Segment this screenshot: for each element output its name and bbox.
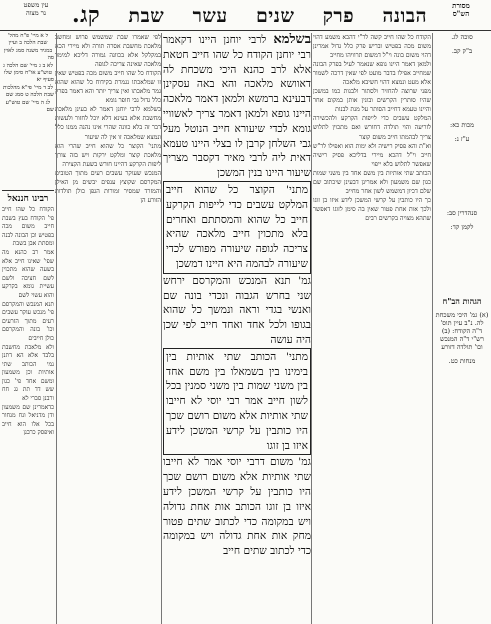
chananel-paragraph: כדאמרינן שם משמעון ודן מדניאל ונח מנחור בכל אלו הוא חייב ואיפסק כרבנן bbox=[2, 403, 54, 437]
chapter-title bbox=[72, 3, 427, 28]
rashi-paragraph: הקודח כל שהו חייב משום מכה בפטיש שאין זו שמלאכתו נגמרת בקידוח כל שהוא שהוא גמר מלאכתו ואין צריך יותר והא דאמר בפרק כלל גדול גבי חופר גומא bbox=[55, 70, 161, 105]
margin-ref: מכות כא: bbox=[450, 121, 474, 129]
mesoret-hashas-column bbox=[435, 33, 489, 624]
rashi-paragraph: בשלמא לרבי יוחנן דאמר לא בעינן מלאכת מחשבת אלא בעינא דלא יוכל לחזור ולעשות דבר זה בלא כוונה שהרי אינו נהנה ממנו כלל ונמצא שמלאכה זו אין לה שיעור bbox=[55, 106, 161, 141]
margin-ref: סוכה לג. bbox=[451, 33, 473, 41]
tosafot-paragraph: המלקט עשבים כדי לייפות הקרקע ולהכשירה לזריעה והוי תולדה דחורש ואם מתכוין לתלוש צריך לבהמתו חייב משום קוצר bbox=[313, 115, 431, 141]
tosafot-paragraph: ולמאן דאמר היינו גופא שנאמר לעיל בפרק הבונה שמחייב אפילו בדבר מועט לפי שאין דרכה לשמור אלא מעט ונמצא דהוי חשיבא מלאכה bbox=[313, 61, 431, 87]
ein-mishpat-header: עין משפט נר מצוה bbox=[23, 1, 49, 17]
chananel-paragraph: אמר רב כהנא מה שפי' שאינו חייב אלא בשעה שהוא מתכוין לשם חציבה ולשם עשיית גומא בקרקע והוא עשוי לשם bbox=[2, 248, 54, 299]
chananel-paragraph: הקודח כל שהו חייב פי' הקודח בעץ בשבת חייב משום מכה בפטיש וכן הבונה לבנה ומסתת אבן בשבת bbox=[2, 206, 54, 248]
title-word: פרק bbox=[322, 5, 355, 27]
ein-mishpat-note: לג ה מיי' שם טוש"ע שם bbox=[5, 99, 54, 114]
ein-mishpat-column bbox=[2, 33, 54, 183]
mishnah-block: מתני' הקוצר כל שהוא חייב המלקט עשבים כדי לייפות הקרקע חייב כל שהוא והמסתתם ואחרים בלא מתכוין חייב מלאכה שהיא צריכה לגופה שיעורה מפורש לכדי שיעורה לבהמה היא היינו דמשכן bbox=[163, 181, 311, 274]
lead-word: בשלמא bbox=[273, 33, 311, 47]
tosafot-paragraph: הכותב שתי אותיות בין משם אחד בין משני שמות כגון שם משמעון ולא אמרינן דבעינן שיכתוב שם שלם דכיון דמשמש לשון אחר מחייב bbox=[313, 169, 431, 195]
gemara-paragraph: גמ' משום דרבי יוסי אמר לא חייבו שתי אותיות אלא משום רושם שכך היו כותבין על קרשי המשכן לידע איזו בן זוגו הכותב אות אחת גדולה ויש במקומה כדי לכתוב שתים פטור מחק אות אחת גדולה ויש במקומה כדי לכתוב שתים חייב bbox=[163, 456, 311, 558]
gemara-paragraph: לרבי יוחנן היינו דקאמר רבי יוחנן הקודח כל שהו חייב חטאת אלא לרב כהנא היכי משכחת לה דאוושא מלאכה והא באה עסקינן דבעינא ברמשא ולמאן דאמר מלאכה היינו גופא ולמאן דאמר צריך לאשוויי גומא לכדי שיעורא חייב הנוטל מעל גבי השלחן קרבן לו בצלי היינו טעמא דאית ליה לרבי מאיר דקסבר מצריך שיעור היינו בנין המשכן bbox=[163, 34, 311, 180]
title-word: שבת bbox=[128, 5, 165, 27]
margin-ref: מנחות כט. bbox=[448, 357, 476, 365]
gemara-paragraph: גמ' תנא המנכש והמקרסם ירחש שני בחרש הגבוה ונכדי בונה שם ואנשי בגדי וראה ונמשך כל שהוא בגופו ולכל אחד ואחד חייב לפי שכן היה עושה bbox=[163, 274, 311, 346]
hagahot-label: הגהות הב"ח bbox=[442, 296, 482, 306]
title-word: הבונה bbox=[382, 5, 427, 27]
rashi-column bbox=[55, 33, 161, 624]
rashi-paragraph: המנכש שעוקר עשבים רעים מתוך הטובים המקרסם שקוצץ ענפים יבשים מן האילן והמזרד שמסיר זמורות הגפן כולן תולדות הזורע הן bbox=[55, 169, 161, 204]
mesoret-hashas-header: מסורת הש"ס bbox=[452, 1, 470, 18]
column-divider bbox=[311, 33, 312, 624]
column-divider bbox=[161, 33, 162, 624]
title-word: עשר bbox=[192, 5, 228, 27]
rashi-paragraph: מתני' הקוצר כל שהוא חייב שהרי הוא מלאכת קוצר ומלקט ירקות ויש בזה צורך ליפות הקרקע דהיינו חורש בשעת הקצירה bbox=[55, 142, 161, 168]
page-header bbox=[0, 0, 491, 31]
tosafot-paragraph: כך היו כותבין על קרשי המשכן לידע איזו בן זוגו ולכך אות אחת פטור שאין בה סימן לזוגו דאפשר שתהא מצויה בקרשים רבים bbox=[313, 196, 431, 222]
chananel-paragraph: ולא מלאכת מחשבת בלבד אלא הא דתנן נמי הכותב שתי אותיות וכן משמעון ומשם אחד פי' כגון שש דד תת גג חח ורבנן סברי לא bbox=[2, 343, 54, 403]
hagahot-text: (א) גמ' היכי משכחת לה. נ"ב עיין תוס' ד"ה הקודח: (ב) רש"י ד"ה המנכש וכו' תולדה דזורע bbox=[435, 311, 489, 351]
margin-ref: ב"ק קב. bbox=[451, 47, 473, 55]
commentary-title: רבינו חננאל bbox=[2, 190, 54, 204]
gemara-column bbox=[163, 33, 311, 624]
column-divider bbox=[56, 33, 57, 624]
margin-ref: לקמן קד: bbox=[450, 223, 474, 231]
rabbeinu-chananel-column bbox=[2, 186, 54, 624]
tosafot-column bbox=[313, 33, 431, 624]
chananel-paragraph: תנא המנכש והמקרסם פי' מנכש עוקר עשבים רעים מתוך הזרעים וכו' בונה והמקרסם כולן חייבים bbox=[2, 300, 54, 342]
column-divider bbox=[432, 33, 433, 624]
mishnah-block: מתני' הכותב שתי אותיות בין בימינו בין בשמאלו בין משם אחד בין משני שמות בין משני סמנין בכל לשון חייב אמר רבי יוסי לא חייבו שתי אותיות אלא משום רושם שכך היו כותבין על קרשי המשכן לידע איזו בן זוגו bbox=[163, 348, 311, 456]
tosafot-paragraph: וא"ת והא פסיק רישיה ולא ימות הוא ואפילו לר"ש חייב וי"ל דהכא מיירי בדליכא פסיק רישיה שאפשר לתלוש בלא ייפוי bbox=[313, 142, 431, 168]
ein-mishpat-note: לא ב ג מיי' שם הלכה ג טוש"ע או"ח סימן שלו סעיף יא bbox=[2, 62, 54, 84]
margin-ref: סנהדרין סב: bbox=[446, 209, 478, 217]
ein-mishpat-note: לב ד מיי' פי"א מהלכות שבת הלכה ט סמג שם bbox=[3, 84, 54, 99]
margin-ref: ע"ז נ: bbox=[454, 135, 470, 143]
ein-mishpat-note: ל א מיי' פ"ח מהל' שבת הלכה ב ועיין במגיד משנה סמג לאוין סה bbox=[3, 33, 54, 62]
tosafot-paragraph: מפני שרוצה להחזיר ולסתור ולבנות כמו במשכן שהיו סותרין הקרשים ובונין אותן במקום אחר והיינו טעמא דחייב הסותר על מנת לבנות bbox=[313, 88, 431, 114]
title-word: שנים bbox=[255, 5, 295, 27]
rashi-paragraph: לפי שאמרו שבת שמשמש פרוש ומחשב מלאכת מחשבת אסרה תורה ולא מיירי הכא במקלקל אלא בכוונה גמורה דליכא למימר מלאכה שאינה צריכה לגופה bbox=[55, 34, 161, 69]
folio-number: קג. bbox=[72, 2, 101, 28]
tosafot-paragraph: הקודח כל שהו חייב קשה לר"י דהכא משמע דהוי משום מכה בפטיש ובריש פרק כלל גדול אמרינן דהוי משום בונה וי"ל דמשום תרוויהו מחייב bbox=[313, 34, 431, 60]
